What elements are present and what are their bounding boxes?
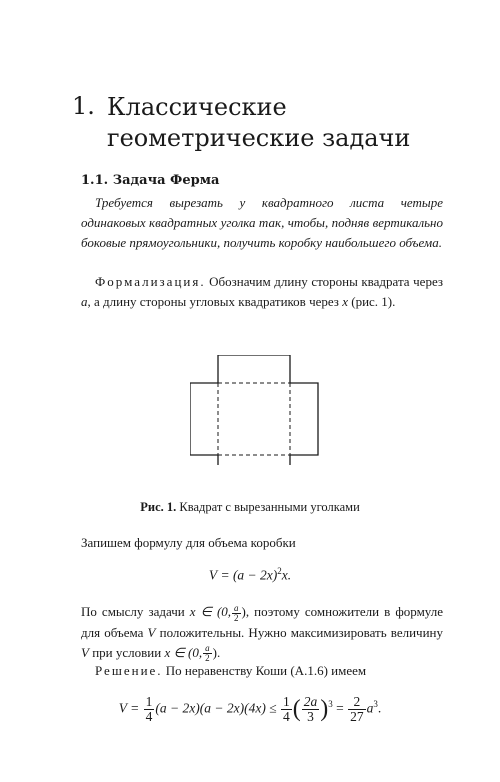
meaning-close: ) [241, 604, 246, 619]
fraction-numerator-2: a [205, 643, 210, 654]
denominator: 3 [307, 709, 314, 724]
inequality-lhs: V = [118, 700, 140, 716]
var-v: V [147, 624, 156, 640]
inequality-tail: a [366, 700, 374, 716]
meaning-condition: x ∈ (0, [189, 604, 232, 619]
solution-text: По неравенству Коши (А.1.6) имеем [165, 663, 367, 678]
inequality-end: . [377, 700, 382, 716]
formula-tail: x. [281, 567, 292, 583]
meaning-condition-2: x ∈ (0, [164, 644, 203, 660]
meaning-close-2: ). [212, 644, 221, 660]
meaning-paragraph [81, 602, 443, 663]
numerator: 1 [282, 694, 290, 709]
fraction-denominator-2: 2 [205, 653, 210, 664]
section-number: 1.1. [81, 173, 109, 188]
formula-rhs: = (a − 2x) [220, 567, 278, 583]
formalization-text-1: Обозначим длину стороны квадрата через [209, 274, 444, 289]
formalization-text-2: , а длину стороны угловых квадратиков через [87, 294, 343, 309]
var-v-2: V [81, 644, 89, 660]
inequality-middle: (a − 2x)(a − 2x)(4x) ≤ [155, 700, 277, 716]
solution-paragraph [81, 661, 443, 681]
numerator: 2 [348, 695, 366, 710]
formalization-paragraph [81, 272, 443, 312]
formalization-text-3: (рис. 1). [351, 294, 396, 309]
cauchy-inequality-formula [0, 695, 500, 724]
chapter-number: 1. [72, 92, 95, 120]
one-quarter-fraction [144, 695, 155, 724]
var-x: x [342, 294, 348, 309]
denominator: 4 [145, 709, 153, 724]
fraction-denominator: 2 [234, 612, 239, 623]
figure-caption [0, 500, 500, 515]
meaning-text-1: По смыслу задачи [81, 604, 190, 619]
section-heading [81, 173, 219, 188]
volume-formula [0, 566, 500, 584]
solution-label: Решение. [95, 663, 163, 678]
caption-label: Рис. 1. [140, 500, 177, 514]
denominator: 27 [350, 709, 364, 724]
square-cutout-figure [190, 355, 320, 465]
a-over-2-fraction [232, 604, 241, 623]
meaning-text-2: , поэтому сомножители в формуле для объема [81, 604, 443, 640]
two-over-27-fraction [348, 695, 366, 724]
var-a: a [81, 294, 88, 309]
formula-lhs: V [208, 567, 218, 583]
two-a-over-three-fraction [302, 695, 320, 724]
chapter-title: Классические геометрические задачи [107, 93, 411, 152]
formalization-label: Формализация. [95, 274, 206, 289]
numerator: 2a [303, 694, 318, 709]
meaning-text-4: при условии [88, 644, 165, 660]
formula-intro: Запишем формулу для объема коробки [81, 535, 296, 550]
formula-exponent: 2 [277, 566, 282, 576]
meaning-text-3: положительны. Нужно максимизировать величину [155, 624, 443, 640]
right-paren: ) [320, 696, 329, 722]
left-paren: ( [292, 696, 301, 722]
problem-statement: Требуется вырезать у квадратного листа четыре одинаковых квадратных уголка так, чтобы, подняв вертикально боковые прямоугольники, получить коробку наибольшего объема. [81, 195, 443, 250]
section-title: Задача Ферма [112, 173, 220, 188]
numerator: 1 [145, 694, 153, 709]
denominator: 4 [282, 709, 290, 724]
one-quarter-fraction-2 [281, 695, 292, 724]
caption-text: Квадрат с вырезанными уголками [179, 500, 360, 514]
equals-sign: = [336, 700, 344, 716]
fraction-numerator: a [234, 602, 239, 613]
tail-exponent: 3 [373, 699, 378, 710]
cube-exponent: 3 [328, 699, 333, 710]
